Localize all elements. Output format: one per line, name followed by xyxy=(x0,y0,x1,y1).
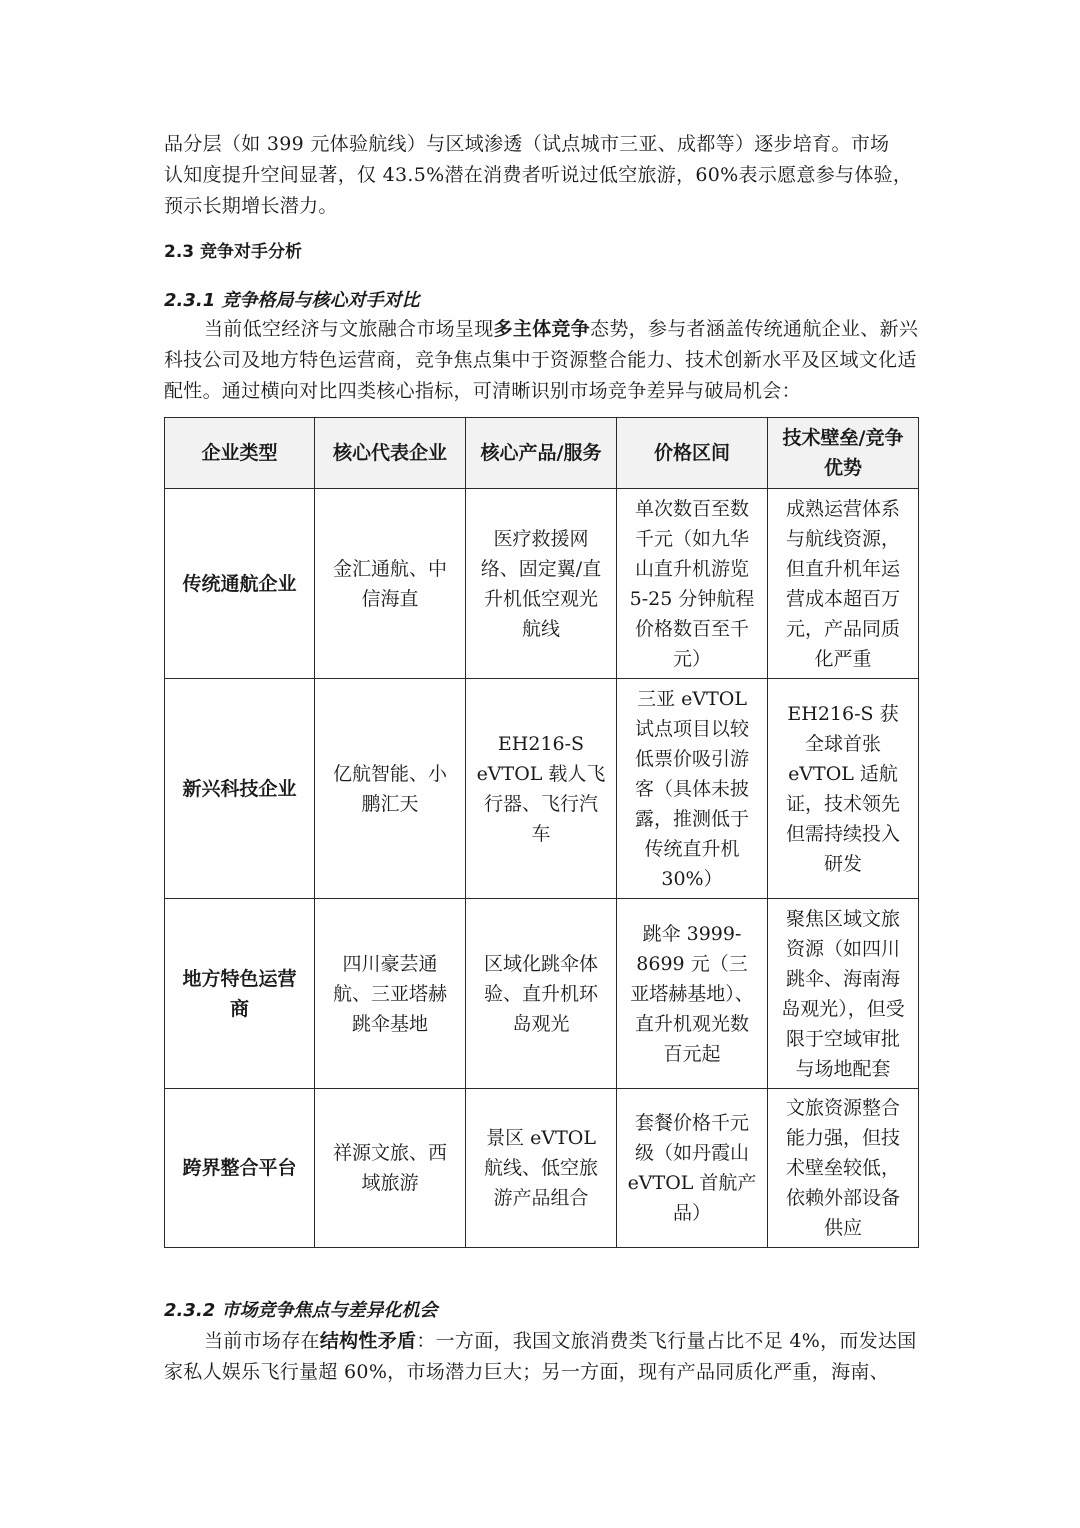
section-2-3-1-paragraph xyxy=(164,314,920,407)
enterprise-type-cell: 传统通航企业 xyxy=(165,489,315,679)
price-cell: 三亚 eVTOL 试点项目以较低票价吸引游客（具体未披露，推测低于传统直升机 30%） xyxy=(617,679,768,899)
advantage-cell: 聚焦区域文旅资源（如四川跳伞、海南海岛观光），但受限于空域审批与场地配套 xyxy=(768,899,919,1089)
advantage-cell: 文旅资源整合能力强，但技术壁垒较低，依赖外部设备供应 xyxy=(768,1089,919,1248)
section-2-3-heading: 2.3 竞争对手分析 xyxy=(164,242,303,262)
table-row xyxy=(165,679,919,899)
section-2-3-2-heading: 2.3.2 市场竞争焦点与差异化机会 xyxy=(164,1300,438,1321)
competitor-comparison-table xyxy=(164,417,919,1248)
intro-line: 预示长期增长潜力。 xyxy=(164,195,338,217)
intro-line: 认知度提升空间显著，仅 43.5%潜在消费者听说过低空旅游，60%表示愿意参与体验， xyxy=(164,164,913,186)
enterprise-type-cell: 跨界整合平台 xyxy=(165,1089,315,1248)
text-run: 当前市场存在 xyxy=(204,1330,320,1352)
price-cell: 单次数百至数千元（如九华山直升机游览5-25 分钟航程价格数百至千元） xyxy=(617,489,768,679)
text-run: 态势，参与者涵盖传统通航企业、新兴科技公司及地方特色运营商，竞争焦点集中于资源整合能力、技术创新水平及区域文化适配性。通过横向对比四类核心指标，可清晰识别市场竞争差异与破局机会： xyxy=(164,318,919,402)
advantage-cell: 成熟运营体系与航线资源，但直升机年运营成本超百万元，产品同质化严重 xyxy=(768,489,919,679)
companies-cell: 亿航智能、小鹏汇天 xyxy=(315,679,466,899)
column-header: 企业类型 xyxy=(165,418,315,489)
intro-paragraph xyxy=(164,129,920,222)
companies-cell: 金汇通航、中信海直 xyxy=(315,489,466,679)
price-cell: 套餐价格千元级（如丹霞山 eVTOL 首航产品） xyxy=(617,1089,768,1248)
bold-term: 结构性矛盾 xyxy=(319,1330,417,1352)
companies-cell: 祥源文旅、西域旅游 xyxy=(315,1089,466,1248)
table-row xyxy=(165,489,919,679)
products-cell: 景区 eVTOL 航线、低空旅游产品组合 xyxy=(466,1089,617,1248)
products-cell: 医疗救援网络、固定翼/直升机低空观光航线 xyxy=(466,489,617,679)
section-2-3-2-paragraph xyxy=(164,1326,920,1388)
enterprise-type-cell: 地方特色运营商 xyxy=(165,899,315,1089)
table-row xyxy=(165,1089,919,1248)
advantage-cell: EH216-S 获全球首张 eVTOL 适航证，技术领先但需持续投入研发 xyxy=(768,679,919,899)
products-cell: EH216-S eVTOL 载人飞行器、飞行汽车 xyxy=(466,679,617,899)
price-cell: 跳伞 3999-8699 元（三亚塔赫基地）、直升机观光数百元起 xyxy=(617,899,768,1089)
companies-cell: 四川豪芸通航、三亚塔赫跳伞基地 xyxy=(315,899,466,1089)
column-header: 价格区间 xyxy=(617,418,768,489)
products-cell: 区域化跳伞体验、直升机环岛观光 xyxy=(466,899,617,1089)
table-header-row xyxy=(165,418,919,489)
section-2-3-1-heading: 2.3.1 竞争格局与核心对手对比 xyxy=(164,290,420,311)
text-run: 当前低空经济与文旅融合市场呈现 xyxy=(204,318,494,340)
column-header: 核心代表企业 xyxy=(315,418,466,489)
table-row xyxy=(165,899,919,1089)
text-run: ：一方面，我国文旅消费类飞行量占比不足 4%，而发达国家私人娱乐飞行量超 60%，市场潜力巨大；另一方面，现有产品同质化严重，海南、 xyxy=(164,1330,917,1383)
column-header: 核心产品/服务 xyxy=(466,418,617,489)
intro-line: 品分层（如 399 元体验航线）与区域渗透（试点城市三亚、成都等）逐步培育。市场 xyxy=(164,133,890,155)
enterprise-type-cell: 新兴科技企业 xyxy=(165,679,315,899)
column-header: 技术壁垒/竞争优势 xyxy=(768,418,919,489)
bold-term: 多主体竞争 xyxy=(493,318,591,340)
